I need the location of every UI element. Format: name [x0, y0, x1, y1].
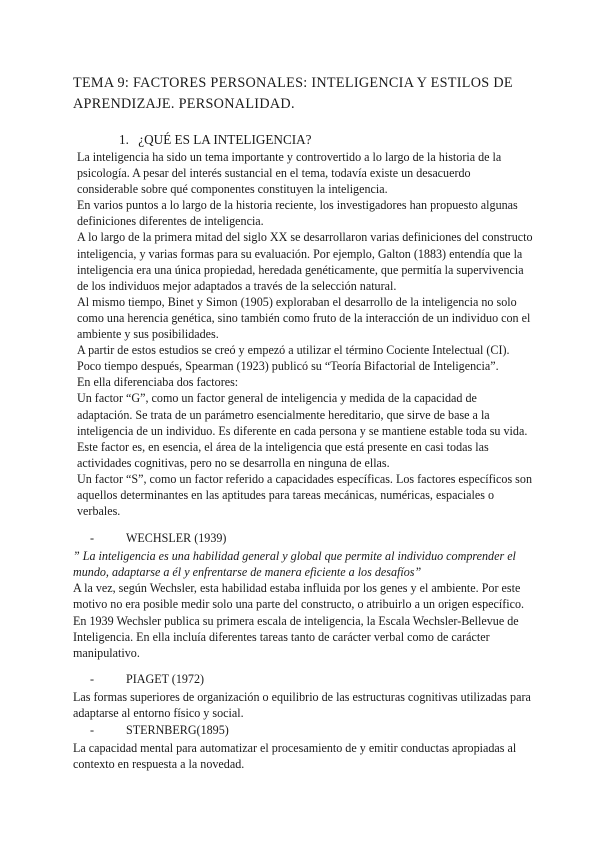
spacer — [73, 519, 533, 529]
author-heading-piaget — [73, 670, 533, 689]
section-number: 1. — [119, 132, 129, 147]
page-title — [73, 73, 543, 115]
author-name: PIAGET (1972) — [126, 671, 205, 686]
section-heading — [73, 131, 533, 149]
paragraph: La inteligencia ha sido un tema importante y controvertido a lo largo de la historia de la psicología. A pesar del interés sustancial en el tema, todavía existe un desacuerdo considerable sobre qué componentes constituyen la inteligencia. — [77, 150, 502, 197]
sternberg-text: La capacidad mental para automatizar el procesamiento de y emitir conductas apropiadas al contexto en respuesta a la novedad. — [73, 741, 517, 772]
paragraph-factor-g: Un factor “G”, como un factor general de inteligencia y medida de la capacidad de adaptación. Se trata de un parámetro esencialmente hereditario, que sirve de base a la inteligencia de un individuo. Es diferente en cada persona y se mantiene estable toda su vida. Este factor es, en esencia, el área de la inteligencia que está presente en casi todas las actividades cognitivas, pero no se desarrolla en ninguna de ellas. — [77, 391, 528, 470]
author-heading-sternberg — [73, 721, 533, 740]
section-title: ¿QUÉ ES LA INTELIGENCIA? — [138, 132, 312, 147]
dash-bullet: - — [90, 671, 95, 686]
piaget-text: Las formas superiores de organización o equilibrio de las estructuras cognitivas utilizadas para adaptarse al entorno físico y social. — [73, 689, 531, 720]
dash-bullet: - — [90, 723, 95, 737]
document-body — [73, 131, 533, 772]
title-line-1: TEMA 9: FACTORES PERSONALES: INTELIGENCIA Y ESTILOS DE — [73, 75, 513, 91]
paragraph-factor-s: Un factor “S”, como un factor referido a capacidades específicas. Los factores específicos son aquellos determinantes en las aptitudes para tareas mecánicas, numéricas, espaciales o verbales. — [77, 471, 532, 519]
paragraph: Al mismo tiempo, Binet y Simon (1905) exploraban el desarrollo de la inteligencia no solo como una herencia genética, sino también como fruto de la interacción de un individuo con el ambiente y sus posibilidades. — [77, 294, 531, 342]
author-heading-wechsler — [73, 529, 533, 548]
dash-bullet: - — [90, 531, 95, 546]
author-name: WECHSLER (1939) — [126, 531, 227, 546]
author-name: STERNBERG(1895) — [126, 723, 229, 737]
paragraph: Poco tiempo después, Spearman (1923) publicó su “Teoría Bifactorial de Inteligencia”. — [77, 359, 499, 374]
wechsler-text: A la vez, según Wechsler, esta habilidad estaba influida por los genes y el ambiente. Por este motivo no era posible medir solo una parte del constructo, o atribuirlo a un origen específico. En 1939 Wechsler publica su primera escala de inteligencia, la Escala Wechsler-Bellevue de Inteligencia. En ella incluía diferentes tareas tanto de carácter verbal como de carácter manipulativo. — [73, 581, 525, 660]
paragraph: A partir de estos estudios se creó y empezó a utilizar el término Cociente Intelectual (CI). — [77, 343, 510, 358]
paragraph: En varios puntos a lo largo de la historia reciente, los investigadores han propuesto algunas definiciones diferentes de inteligencia. — [77, 198, 518, 229]
paragraph: A lo largo de la primera mitad del siglo XX se desarrollaron varias definiciones del constructo inteligencia, y varias formas para su evaluación. Por ejemplo, Galton (1883) entendía que la inteligencia era una única propiedad, heredada genéticamente, que permitía la supervivencia de los individuos mejor adaptados a través de la selección natural. — [77, 230, 533, 293]
paragraph: En ella diferenciaba dos factores: — [77, 375, 239, 390]
title-line-2: APRENDIZAJE. PERSONALIDAD. — [73, 96, 295, 112]
spacer — [73, 661, 533, 670]
wechsler-quote: ” La inteligencia es una habilidad general y global que permite al individuo comprender el mundo, adaptarse a él y enfrentarse de manera eficiente a los desafíos” — [73, 549, 516, 580]
